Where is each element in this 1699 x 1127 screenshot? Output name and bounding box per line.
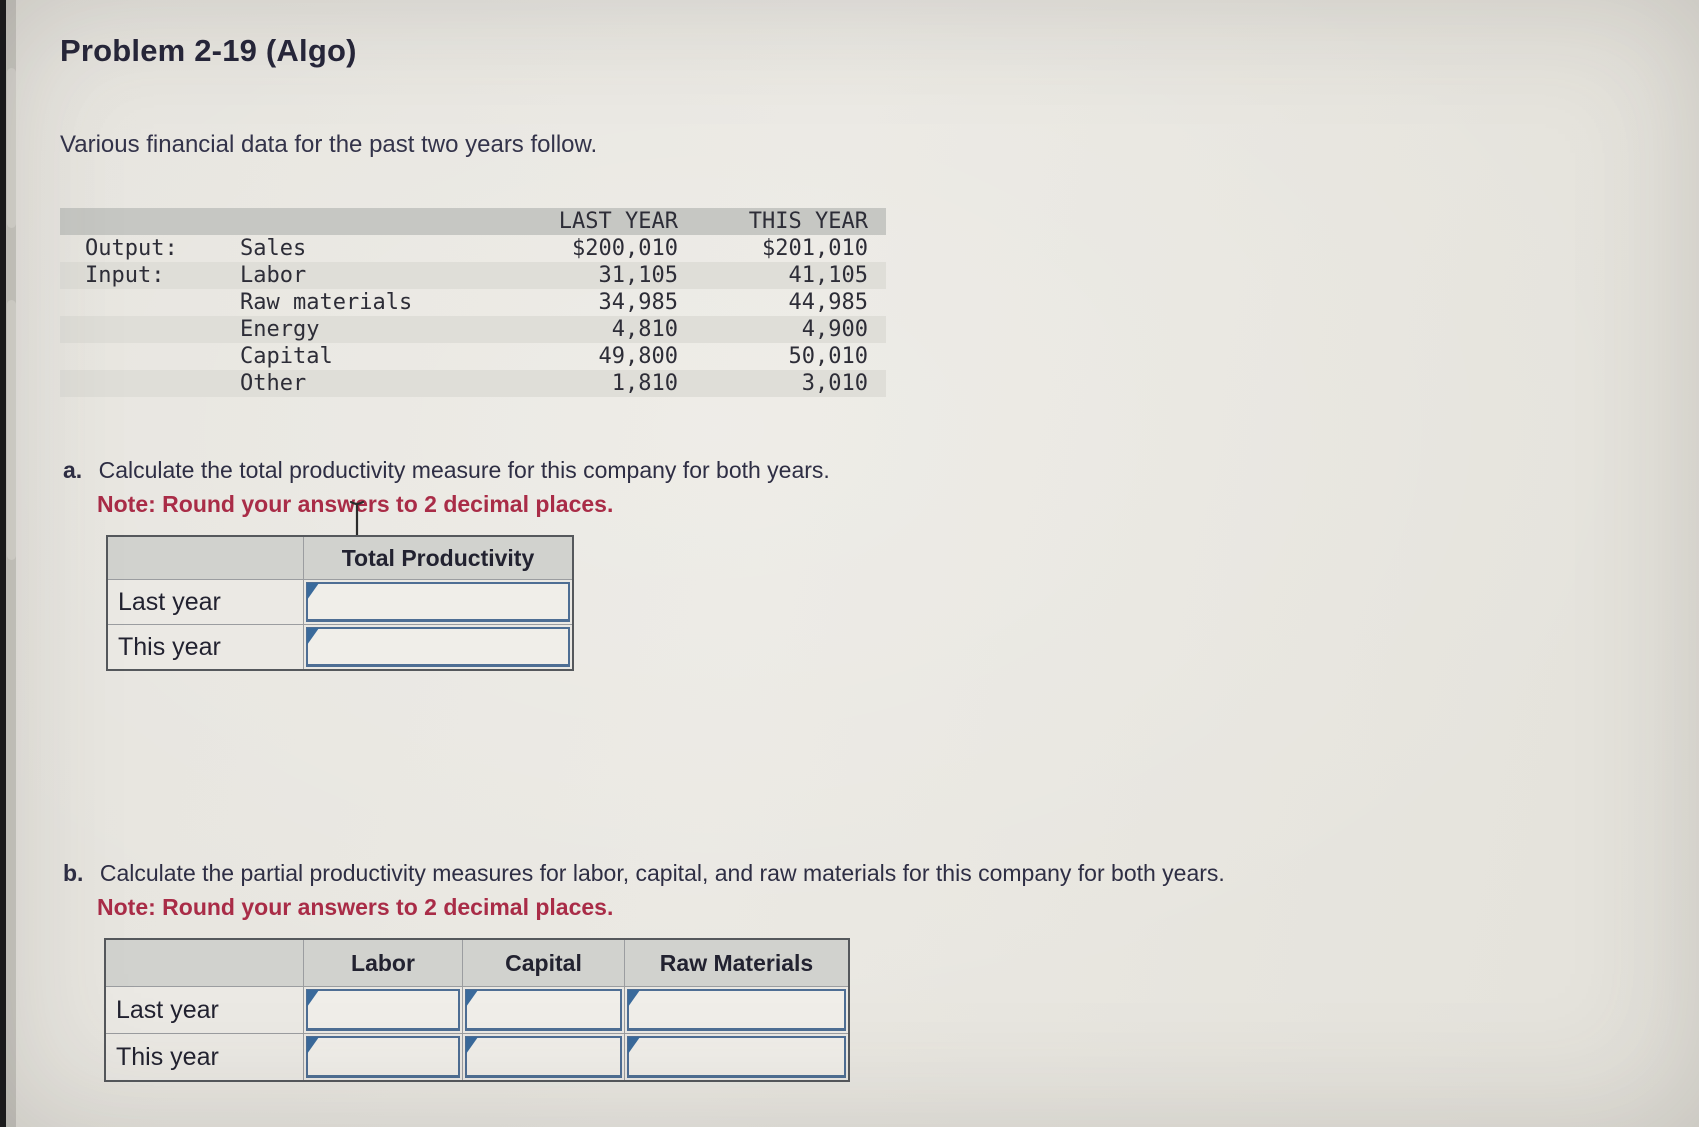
table-row-capital [60, 343, 886, 370]
item-label: Raw materials [240, 290, 413, 315]
answer-cell [625, 1034, 848, 1080]
cell-marker-icon [307, 583, 319, 600]
labor-this-year-input[interactable] [306, 1036, 460, 1078]
answer-cell [625, 987, 848, 1033]
item-label: Other [240, 371, 307, 396]
last-year-value: 1,810 [611, 371, 678, 396]
table-row-labor [60, 262, 886, 289]
table-row-raw-materials [60, 289, 886, 316]
cell-marker-icon [628, 990, 640, 1007]
this-year-value: 4,900 [801, 317, 868, 342]
section-label [60, 370, 240, 397]
section-label [60, 316, 240, 343]
cell-marker-icon [307, 1037, 319, 1054]
cell-marker-icon [466, 1037, 478, 1054]
section-label: Output: [85, 236, 178, 261]
item-label: Sales [240, 236, 307, 261]
answer-cell [304, 987, 462, 1033]
part-a-label: a. [63, 457, 83, 483]
part-b-label: b. [63, 860, 84, 886]
table-row-other [60, 370, 886, 397]
part-a-line [63, 455, 830, 485]
corner-header-cell [106, 940, 303, 986]
answer-cell [304, 1034, 462, 1080]
labor-last-year-input[interactable] [306, 989, 460, 1031]
row-label-last-year: Last year [106, 987, 303, 1033]
raw-materials-last-year-input[interactable] [627, 989, 846, 1031]
part-b-line [63, 858, 1225, 888]
answer-cell [463, 1034, 624, 1080]
problem-title: Problem 2-19 (Algo) [60, 33, 357, 68]
cell-marker-icon [628, 1037, 640, 1054]
section-label [60, 289, 240, 316]
financial-table-header-row [60, 208, 886, 235]
corner-header-cell [108, 537, 303, 579]
row-label-this-year: This year [106, 1034, 303, 1080]
part-b-note: Note: Round your answers to 2 decimal places. [97, 894, 614, 920]
cell-marker-icon [307, 628, 319, 645]
answer-cell [304, 625, 572, 669]
header-raw-materials: Raw Materials [625, 940, 848, 986]
raw-materials-this-year-input[interactable] [627, 1036, 846, 1078]
financial-data-table [60, 208, 886, 397]
last-year-value: $200,010 [572, 236, 678, 261]
part-a-text: Calculate the total productivity measure for this company for both years. [98, 457, 830, 483]
cell-marker-icon [307, 990, 319, 1007]
item-label: Capital [240, 344, 333, 369]
section-label [60, 343, 240, 370]
total-productivity-table [106, 535, 574, 671]
table-row-sales [60, 235, 886, 262]
header-labor: Labor [304, 940, 462, 986]
item-label: Energy [240, 317, 320, 342]
capital-this-year-input[interactable] [465, 1036, 622, 1078]
part-b-text: Calculate the partial productivity measures for labor, capital, and raw materials for this company for both years. [99, 860, 1225, 886]
this-year-value: 41,105 [788, 263, 868, 288]
row-label-last-year: Last year [108, 580, 303, 624]
total-productivity-this-year-input[interactable] [306, 627, 570, 667]
this-year-value: 44,985 [788, 290, 868, 315]
bezel-notch [7, 68, 16, 228]
answer-cell [304, 580, 572, 624]
last-year-value: 4,810 [611, 317, 678, 342]
header-capital: Capital [463, 940, 624, 986]
table-row-energy [60, 316, 886, 343]
row-label-this-year: This year [108, 625, 303, 669]
last-year-value: 31,105 [598, 263, 678, 288]
total-productivity-last-year-input[interactable] [306, 582, 570, 622]
col-header-this-year: THIS YEAR [748, 209, 868, 234]
section-label: Input: [85, 263, 165, 288]
last-year-value: 34,985 [598, 290, 678, 315]
last-year-value: 49,800 [598, 344, 678, 369]
answer-cell [463, 987, 624, 1033]
this-year-value: 3,010 [801, 371, 868, 396]
partial-productivity-table [104, 938, 850, 1082]
this-year-value: 50,010 [788, 344, 868, 369]
part-a-note: Note: Round your answers to 2 decimal places. [97, 491, 614, 517]
this-year-value: $201,010 [762, 236, 868, 261]
intro-text: Various financial data for the past two years follow. [60, 131, 598, 158]
col-header-last-year: LAST YEAR [558, 209, 678, 234]
item-label: Labor [240, 263, 307, 288]
cell-marker-icon [466, 990, 478, 1007]
capital-last-year-input[interactable] [465, 989, 622, 1031]
bezel-notch [7, 300, 16, 560]
header-total-productivity: Total Productivity [304, 537, 572, 579]
text-ibeam-cursor [349, 500, 365, 540]
